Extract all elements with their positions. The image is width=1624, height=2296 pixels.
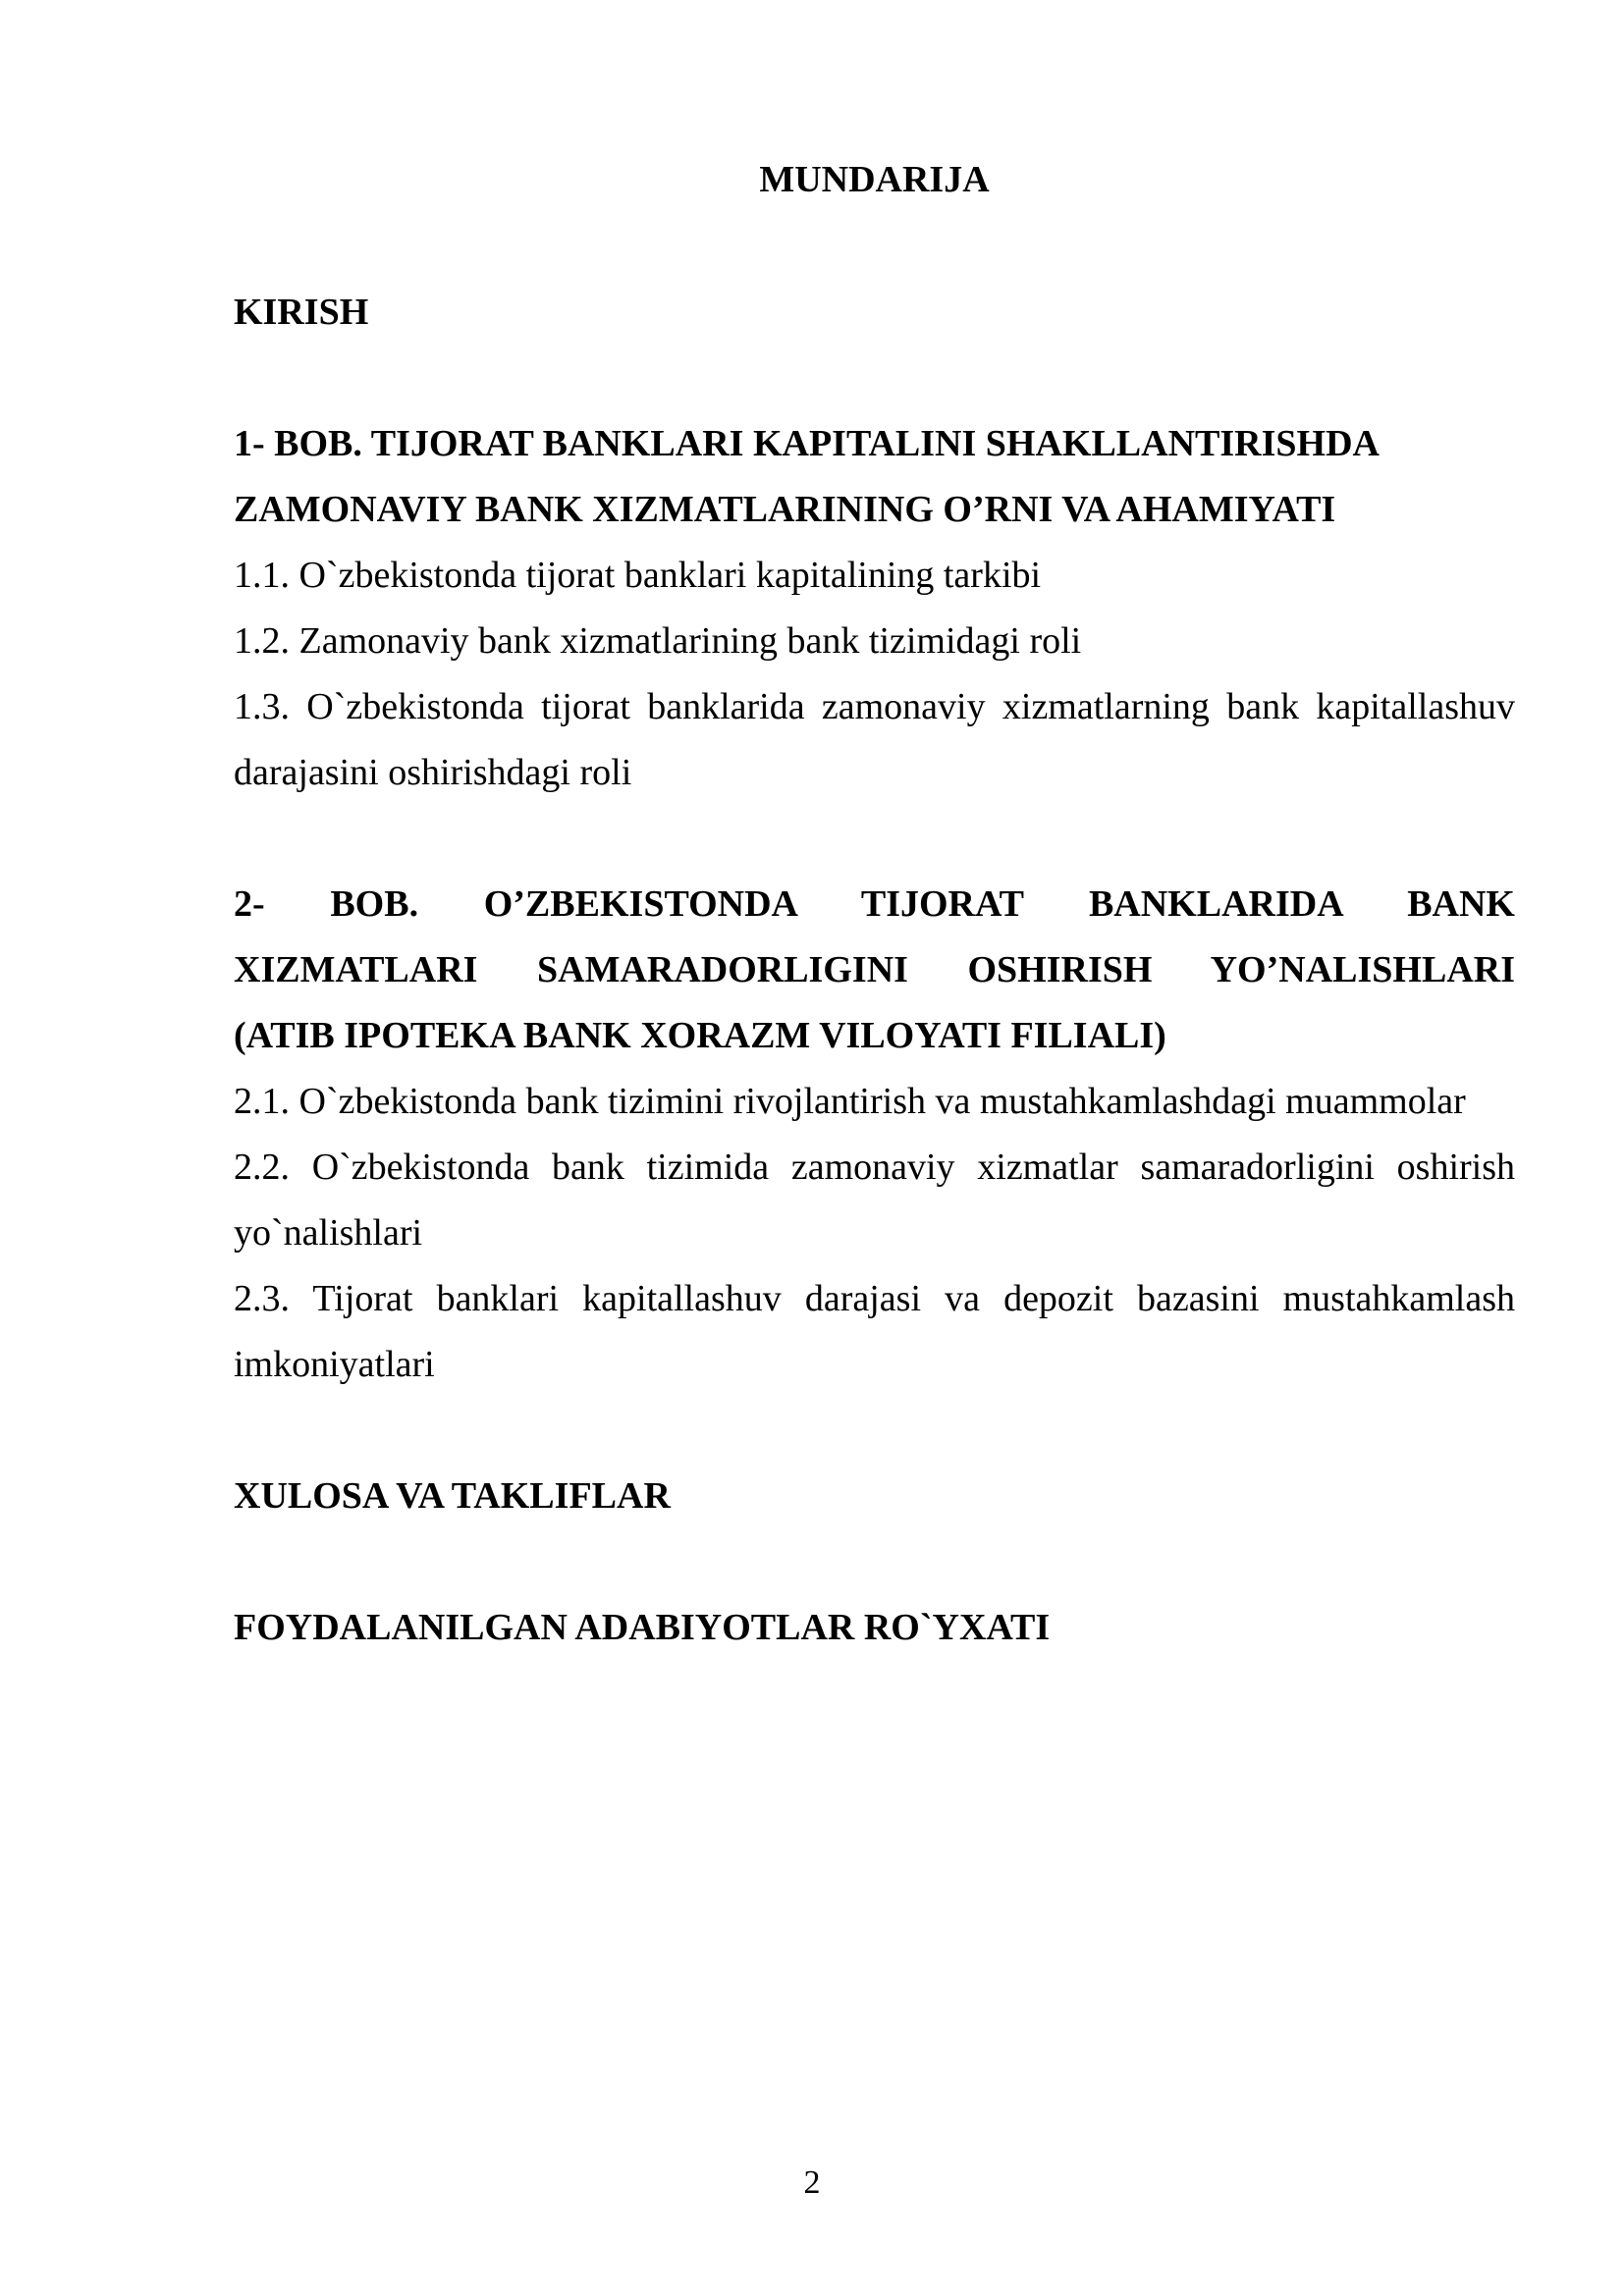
spacer [234,1398,1515,1464]
toc-entry-introduction: KIRISH [234,292,369,333]
toc-entry-1-1: 1.1. O`zbekistonda tijorat banklari kapitalining tarkibi [234,555,1042,596]
chapter-2-heading-line-2: XIZMATLARI SAMARADORLIGINI OSHIRISH YO’NALISHLARI [234,949,1515,990]
toc-entry-references: FOYDALANILGAN ADABIYOTLAR RO`YXATI [234,1607,1051,1648]
spacer [234,213,1515,280]
spacer [234,806,1515,872]
page-title: MUNDARIJA [759,159,990,200]
toc-entry-2-1: 2.1. O`zbekistonda bank tizimini rivojlantirish va mustahkamlashdagi muammolar [234,1081,1466,1122]
toc-chapter-2 [234,872,1515,1398]
chapter-1-heading-line-2: ZAMONAVIY BANK XIZMATLARINING O’RNI VA AHAMIYATI [234,489,1336,530]
toc-entry-2-2: 2.2. O`zbekistonda bank tizimida zamonaviy xizmatlar samaradorligini oshirish yo`nalishlari [234,1147,1515,1254]
table-of-contents [234,147,1515,1661]
spacer [234,1529,1515,1595]
chapter-2-heading-line-3: (ATIB IPOTEKA BANK XORAZM VILOYATI FILIALI) [234,1015,1166,1056]
page-number: 2 [803,2164,821,2201]
toc-entry-conclusion: XULOSA VA TAKLIFLAR [234,1475,671,1517]
toc-entry-1-3: 1.3. O`zbekistonda tijorat banklarida zamonaviy xizmatlarning bank kapitallashuv darajasini oshirishdagi roli [234,686,1515,793]
spacer [234,346,1515,411]
chapter-2-heading-line-1: 2- BOB. O’ZBEKISTONDA TIJORAT BANKLARIDA BANK [234,883,1515,925]
toc-chapter-1 [234,411,1515,806]
chapter-1-heading-line-1: 1- BOB. TIJORAT BANKLARI KAPITALINI SHAKLLANTIRISHDA [234,423,1380,464]
toc-entry-2-3: 2.3. Tijorat banklari kapitallashuv darajasi va depozit bazasini mustahkamlash imkoniyatlari [234,1278,1515,1385]
toc-entry-1-2: 1.2. Zamonaviy bank xizmatlarining bank tizimidagi roli [234,620,1082,662]
